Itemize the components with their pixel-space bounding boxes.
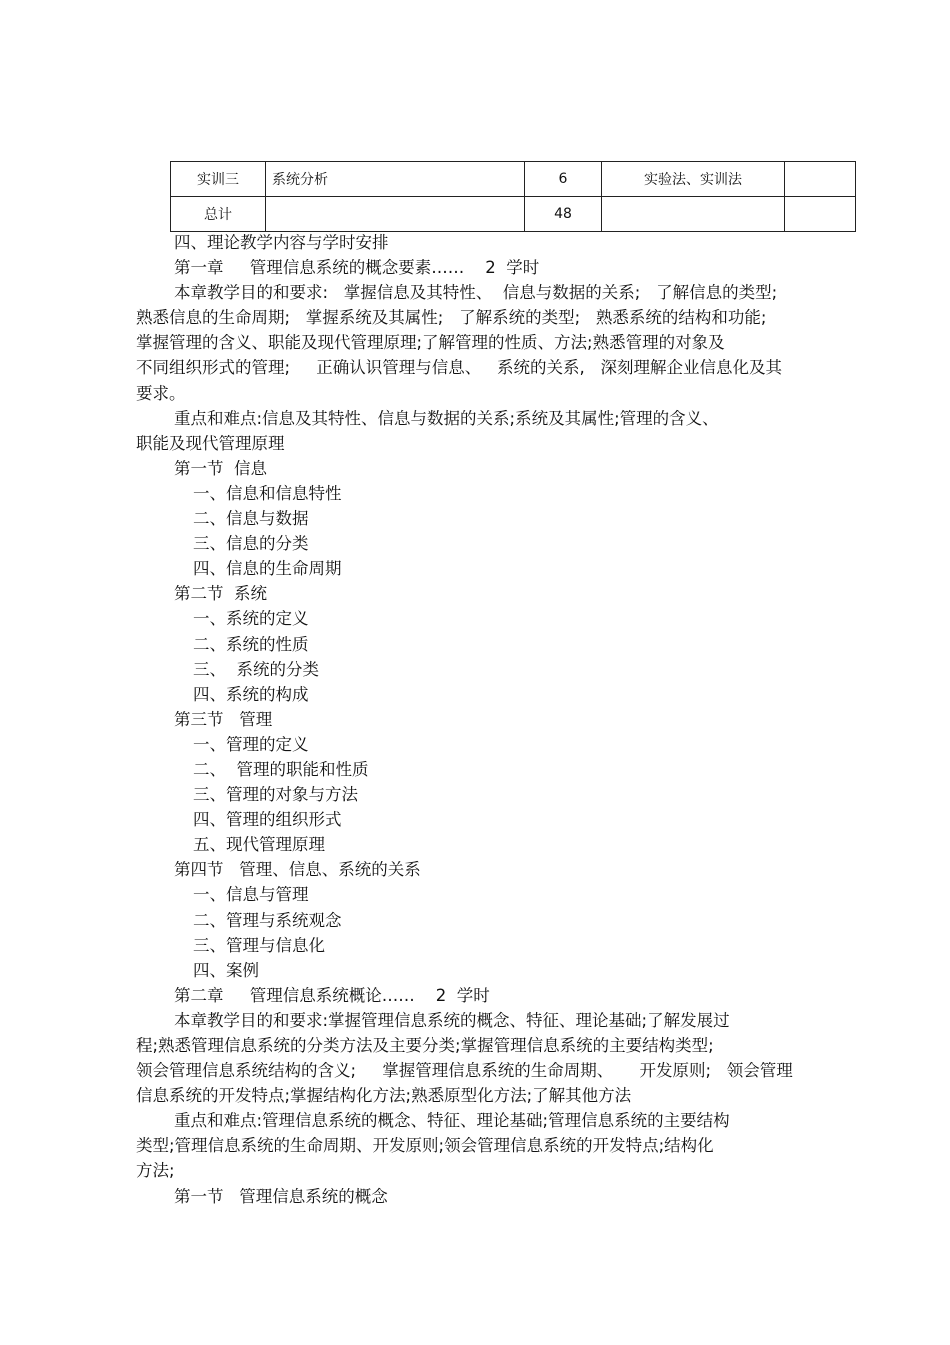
paragraph-line: 程;熟悉管理信息系统的分类方法及主要分类;掌握管理信息系统的主要结构类型; — [136, 1036, 714, 1055]
section-title: 第四节 管理、信息、系统的关系 — [174, 860, 421, 880]
paragraph-line: 要求。 — [136, 383, 186, 403]
list-item: 四、信息的生命周期 — [193, 559, 342, 579]
paragraph-line: 信息系统的开发特点;掌握结构化方法;熟悉原型化方法;了解其他方法 — [136, 1086, 632, 1106]
document-body — [136, 230, 836, 1209]
section-title: 第三节 管理 — [174, 709, 273, 729]
list-item: 二、管理与系统观念 — [193, 910, 342, 930]
list-item: 二、信息与数据 — [193, 509, 309, 529]
list-item: 二、系统的性质 — [193, 634, 309, 654]
table-cell: 实训三 — [171, 162, 266, 197]
table-cell: 48 — [525, 197, 602, 232]
paragraph-line: 重点和难点:信息及其特性、信息与数据的关系;系统及其属性;管理的含义、 — [174, 408, 719, 428]
list-item: 四、管理的组织形式 — [193, 810, 342, 830]
table-cell: 系统分析 — [266, 162, 525, 197]
list-item: 一、系统的定义 — [193, 609, 309, 629]
list-item: 四、案例 — [193, 960, 259, 980]
list-item: 五、现代管理原理 — [193, 835, 325, 855]
list-item: 三、信息的分类 — [193, 534, 309, 554]
section-title: 第一节 管理信息系统的概念 — [174, 1186, 388, 1206]
section-title: 第二节 系统 — [174, 584, 267, 604]
paragraph-line: 重点和难点:管理信息系统的概念、特征、理论基础;管理信息系统的主要结构 — [174, 1111, 730, 1131]
table-cell: 实验法、实训法 — [602, 162, 785, 197]
chapter-heading: 第一章 管理信息系统的概念要素…… 2 学时 — [174, 258, 540, 278]
paragraph-line: 本章教学目的和要求:掌握管理信息系统的概念、特征、理论基础;了解发展过 — [174, 1010, 730, 1030]
list-item: 一、信息和信息特性 — [193, 483, 342, 503]
paragraph-line: 领会管理信息系统结构的含义; 掌握管理信息系统的生命周期、 开发原则; 领会管理 — [136, 1061, 793, 1081]
table-cell: 6 — [525, 162, 602, 197]
list-item: 一、信息与管理 — [193, 885, 309, 905]
list-item: 二、 管理的职能和性质 — [193, 759, 369, 779]
table-cell: 总计 — [171, 197, 266, 232]
table-row — [171, 197, 856, 232]
course-hours-table — [170, 161, 856, 232]
section-heading: 四、理论教学内容与学时安排 — [174, 233, 389, 252]
chapter-heading: 第二章 管理信息系统概论…… 2 学时 — [174, 985, 490, 1005]
list-item: 四、系统的构成 — [193, 684, 309, 704]
table-cell — [785, 197, 856, 232]
paragraph-line: 熟悉信息的生命周期; 掌握系统及其属性; 了解系统的类型; 熟悉系统的结构和功能; — [136, 308, 767, 328]
table-cell — [602, 197, 785, 232]
list-item: 三、管理与信息化 — [193, 935, 325, 955]
list-item: 三、 系统的分类 — [193, 659, 319, 679]
list-item: 一、管理的定义 — [193, 734, 309, 754]
paragraph-line: 不同组织形式的管理; 正确认识管理与信息、 系统的关系, 深刻理解企业信息化及其 — [136, 358, 782, 378]
table-cell — [785, 162, 856, 197]
table-cell — [266, 197, 525, 232]
list-item: 三、管理的对象与方法 — [193, 785, 358, 805]
paragraph-line: 方法; — [136, 1161, 175, 1181]
paragraph-line: 掌握管理的含义、职能及现代管理原理;了解管理的性质、方法;熟悉管理的对象及 — [136, 333, 725, 353]
paragraph-line: 职能及现代管理原理 — [136, 433, 285, 453]
table-row — [171, 162, 856, 197]
paragraph-line: 类型;管理信息系统的生命周期、开发原则;领会管理信息系统的开发特点;结构化 — [136, 1136, 714, 1156]
paragraph-line: 本章教学目的和要求: 掌握信息及其特性、 信息与数据的关系; 了解信息的类型; — [174, 283, 778, 303]
section-title: 第一节 信息 — [174, 458, 267, 478]
